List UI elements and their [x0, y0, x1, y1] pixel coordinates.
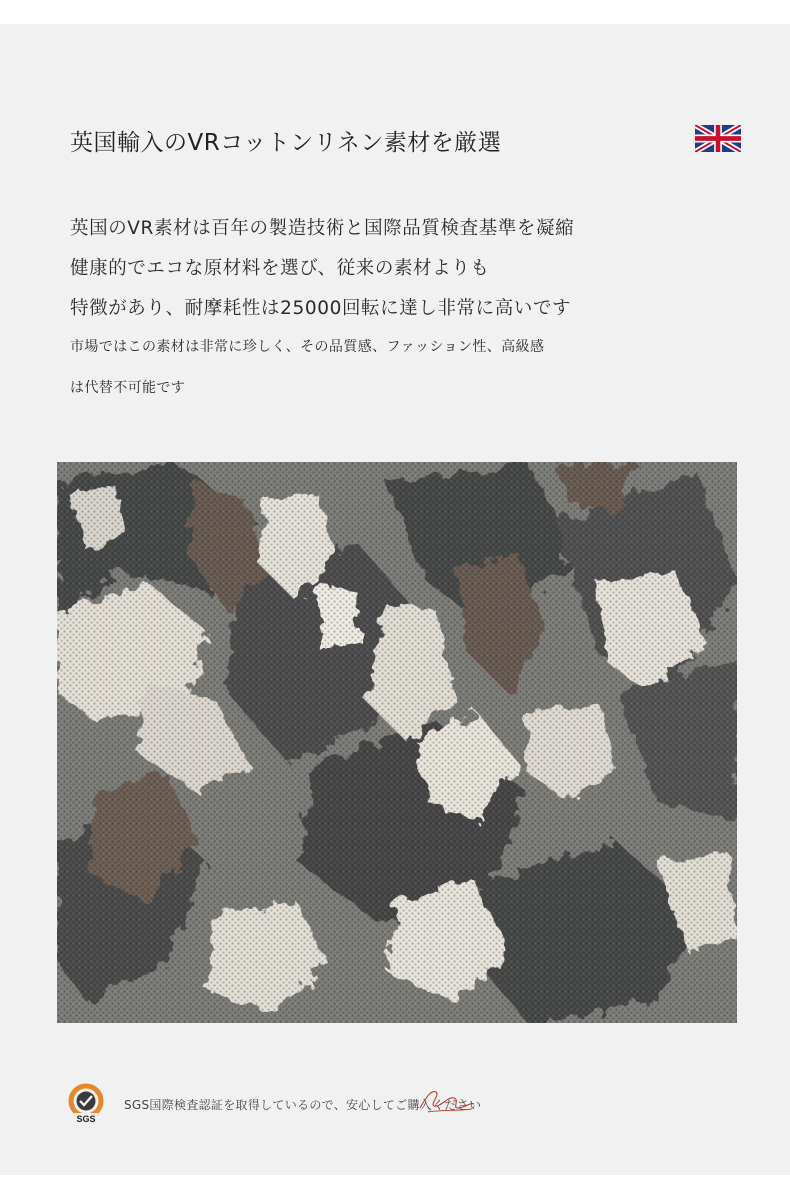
sgs-logo-icon — [64, 1082, 108, 1124]
description-line: 市場ではこの素材は非常に珍しく、その品質感、ファッション性、高級感 — [70, 339, 545, 355]
fabric-swatch-image — [57, 462, 737, 1023]
page-title: 英国輸入のVRコットンリネン素材を厳選 — [70, 130, 502, 156]
certification-text: SGS国際検査認証を取得しているので、安心してご購入ください — [124, 1098, 482, 1112]
uk-flag-icon — [695, 125, 741, 152]
description-line: 特徴があり、耐摩耗性は25000回転に達し非常に高いです — [70, 298, 572, 319]
description-line: は代替不可能です — [70, 380, 186, 396]
svg-text:SGS: SGS — [76, 1114, 96, 1124]
description-line: 英国のVR素材は百年の製造技術と国際品質検査基準を凝縮 — [70, 218, 575, 239]
description-line: 健康的でエコな原材料を選び、従来の素材よりも — [70, 258, 490, 279]
